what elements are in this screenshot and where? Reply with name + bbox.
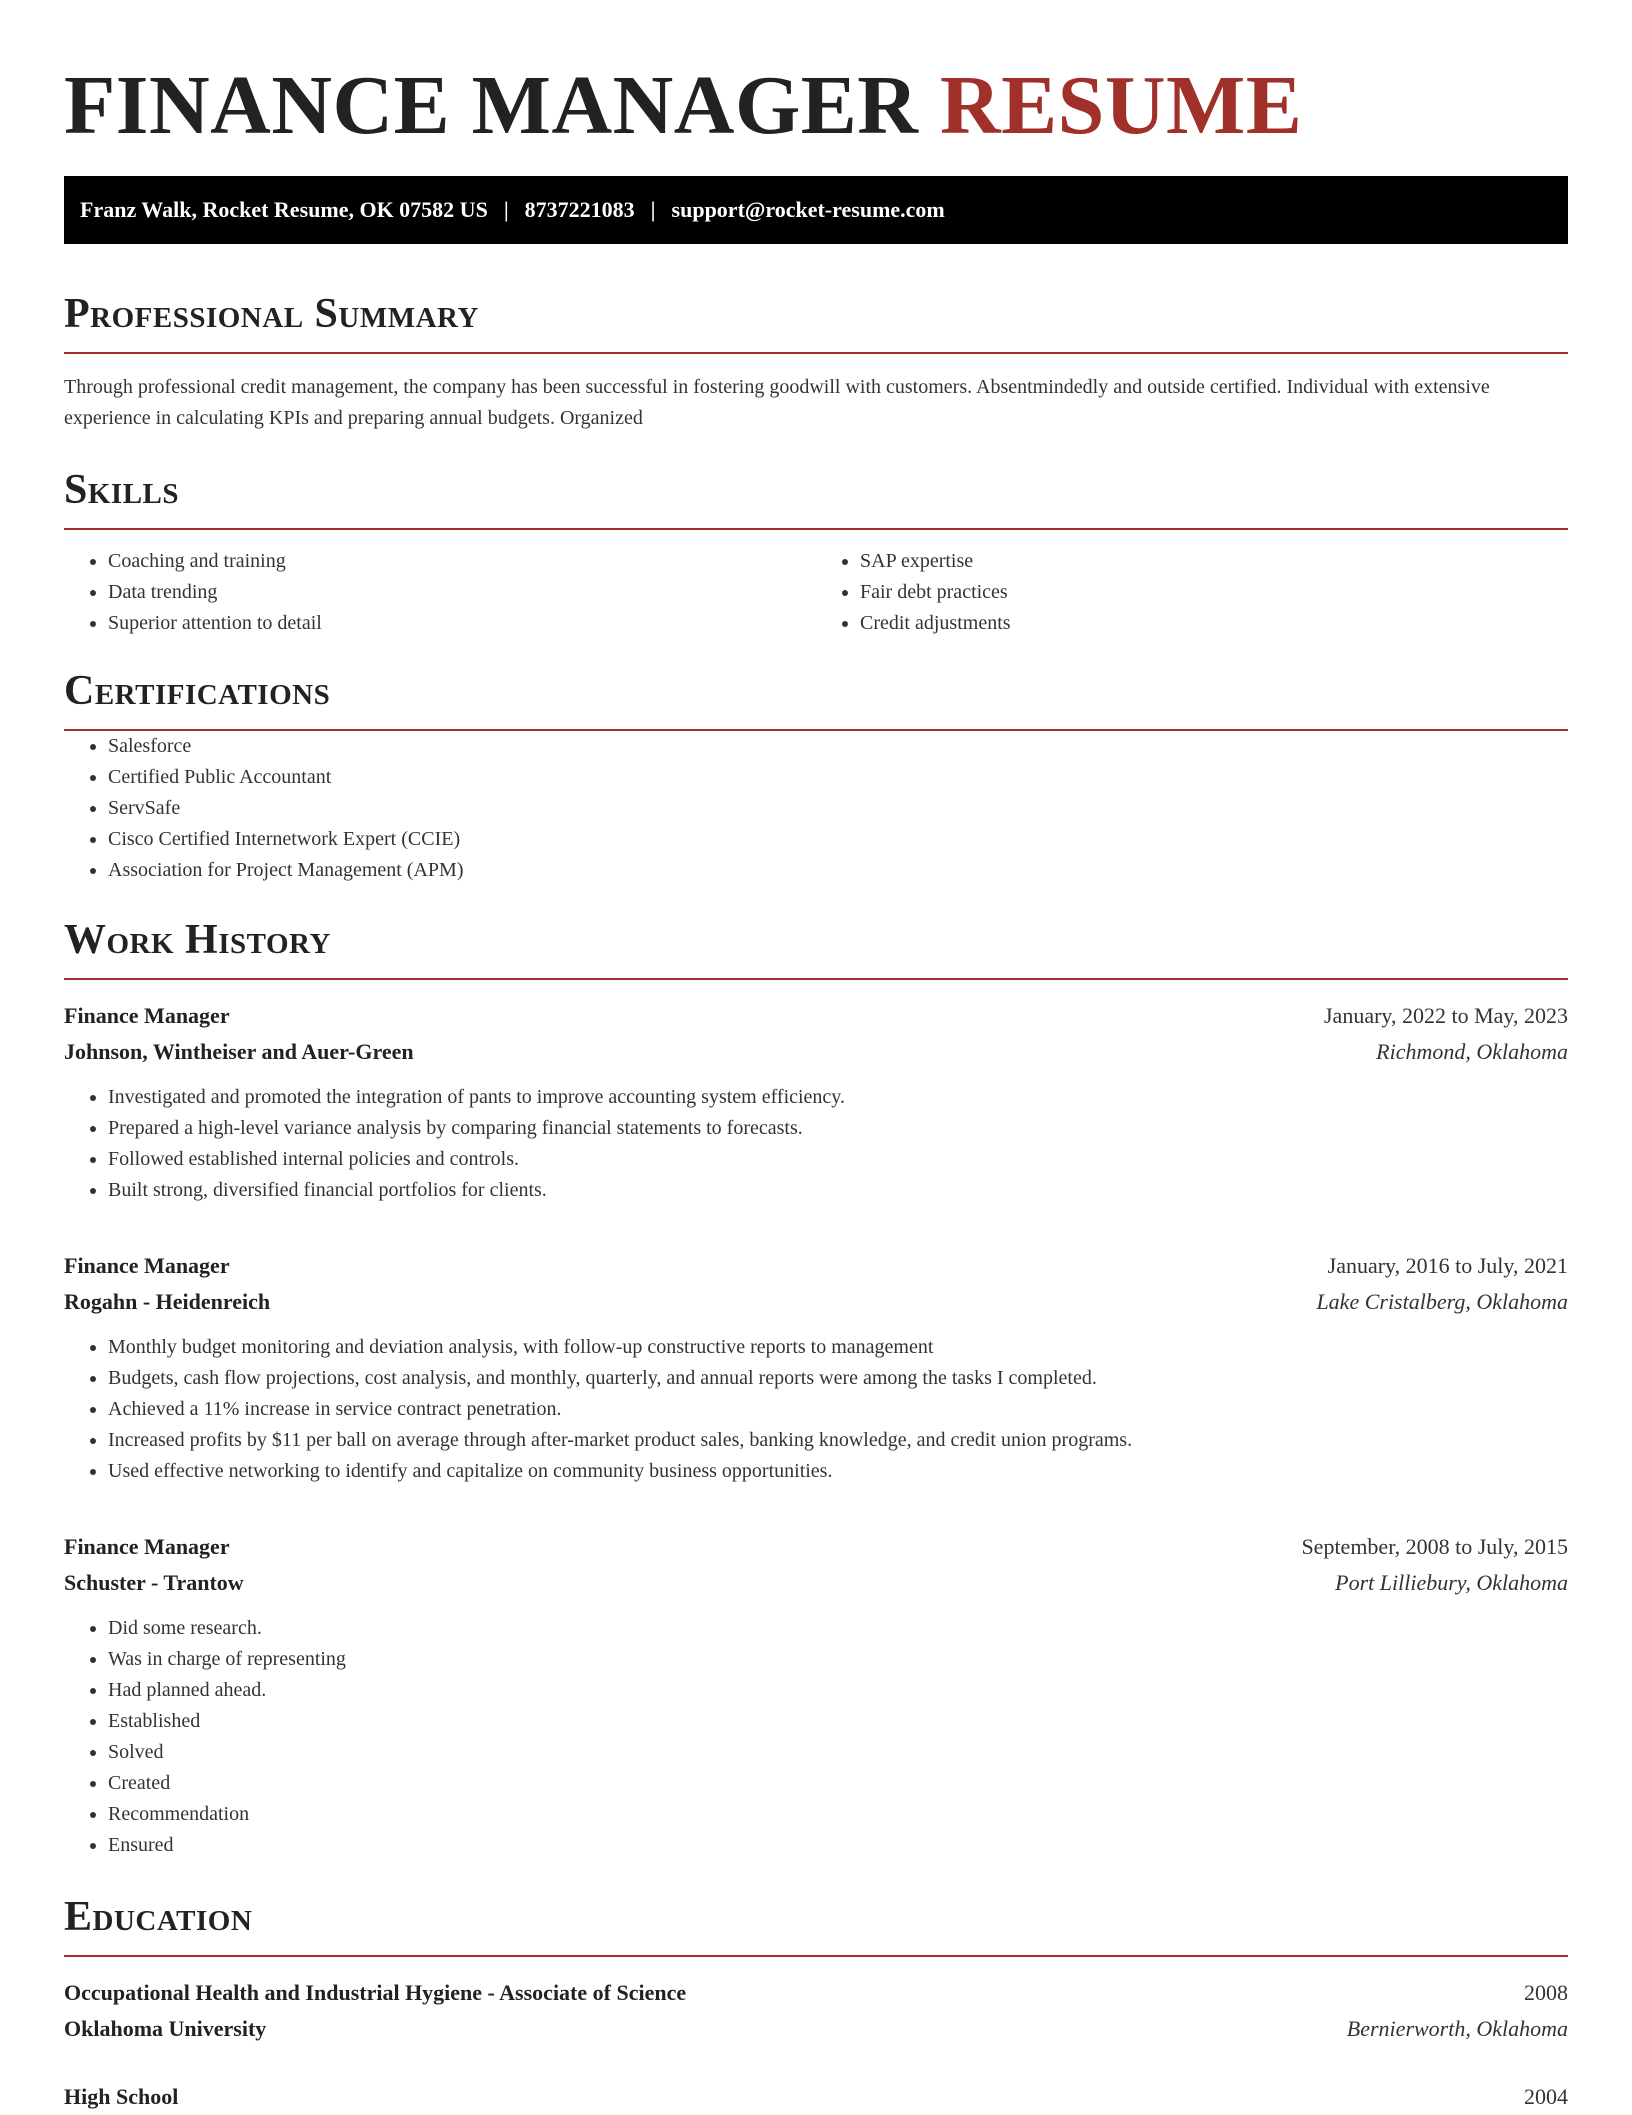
education-school-row bbox=[64, 2011, 1568, 2047]
skill-item: • SAP expertise bbox=[860, 546, 1568, 577]
skills-grid bbox=[64, 546, 1568, 639]
skill-item: • Fair debt practices bbox=[860, 577, 1568, 608]
education-location: Bernierworth, Oklahoma bbox=[1346, 2016, 1568, 2041]
job-title: Finance Manager bbox=[64, 1003, 230, 1028]
education-degree-row bbox=[64, 1975, 1568, 2011]
certification-item: • Cisco Certified Internetwork Expert (CCIE) bbox=[108, 824, 1568, 855]
job-location: Port Lilliebury, Oklahoma bbox=[1335, 1570, 1568, 1595]
skill-item: • Coaching and training bbox=[108, 546, 816, 577]
skills-column-2 bbox=[816, 546, 1568, 639]
skill-item: • Data trending bbox=[108, 577, 816, 608]
job-bullet: • Established bbox=[108, 1706, 1568, 1737]
job-company: Johnson, Wintheiser and Auer-Green bbox=[64, 1039, 414, 1064]
work-history-heading: Work History bbox=[64, 917, 331, 963]
job-header-row bbox=[64, 1248, 1568, 1284]
skill-item: • Superior attention to detail bbox=[108, 608, 816, 639]
certifications-section bbox=[64, 665, 1568, 886]
contact-address: Franz Walk, Rocket Resume, OK 07582 US bbox=[80, 197, 488, 222]
job-bullet: • Budgets, cash flow projections, cost analysis, and monthly, quarterly, and annual reports were among the tasks I completed. bbox=[108, 1363, 1568, 1394]
title-accent: RESUME bbox=[939, 59, 1303, 152]
job-dates: September, 2008 to July, 2015 bbox=[1301, 1534, 1568, 1559]
job-entry bbox=[64, 998, 1568, 1206]
education-heading: Education bbox=[64, 1894, 253, 1940]
education-entry bbox=[64, 1975, 1568, 2047]
job-bullet: • Was in charge of representing bbox=[108, 1644, 1568, 1675]
job-bullet: • Did some research. bbox=[108, 1613, 1568, 1644]
section-divider bbox=[64, 352, 1568, 354]
certification-item: • Association for Project Management (APM) bbox=[108, 855, 1568, 886]
certification-item: • Certified Public Accountant bbox=[108, 762, 1568, 793]
job-bullet: • Created bbox=[108, 1768, 1568, 1799]
education-degree: Occupational Health and Industrial Hygiene - Associate of Science bbox=[64, 1980, 687, 2005]
job-dates: January, 2022 to May, 2023 bbox=[1324, 1003, 1568, 1028]
skill-item: • Credit adjustments bbox=[860, 608, 1568, 639]
job-dates: January, 2016 to July, 2021 bbox=[1327, 1253, 1568, 1278]
education-degree: High School bbox=[64, 2084, 179, 2109]
education-school: Oklahoma University bbox=[64, 2016, 267, 2041]
education-section bbox=[64, 1891, 1568, 2115]
job-bullet: • Had planned ahead. bbox=[108, 1675, 1568, 1706]
contact-phone: 8737221083 bbox=[524, 197, 635, 222]
section-divider bbox=[64, 978, 1568, 980]
section-divider bbox=[64, 1955, 1568, 1957]
resume-title bbox=[64, 56, 1568, 156]
education-year: 2004 bbox=[1524, 2084, 1568, 2109]
job-company-row bbox=[64, 1565, 1568, 1601]
job-bullet: • Achieved a 11% increase in service contract penetration. bbox=[108, 1394, 1568, 1425]
job-title: Finance Manager bbox=[64, 1253, 230, 1278]
job-bullet: • Prepared a high-level variance analysis by comparing financial statements to forecasts. bbox=[108, 1113, 1568, 1144]
job-location: Lake Cristalberg, Oklahoma bbox=[1316, 1289, 1568, 1314]
job-company: Rogahn - Heidenreich bbox=[64, 1289, 271, 1314]
summary-text: Through professional credit management, the company has been successful in fostering goodwill with customers. Absentmindedly and outside certified. Individual with extensive experience in calculating KPIs and preparing annual budgets. Organized bbox=[64, 376, 1490, 429]
summary-heading: Professional Summary bbox=[64, 291, 479, 337]
title-main: FINANCE MANAGER bbox=[64, 59, 919, 152]
work-history-section bbox=[64, 914, 1568, 1861]
resume-page bbox=[64, 0, 1568, 2115]
contact-email[interactable]: support@rocket-resume.com bbox=[671, 197, 945, 222]
job-bullet: • Monthly budget monitoring and deviation analysis, with follow-up constructive reports to management bbox=[108, 1332, 1568, 1363]
skills-section bbox=[64, 464, 1568, 639]
job-company-row bbox=[64, 1034, 1568, 1070]
job-company-row bbox=[64, 1284, 1568, 1320]
job-bullet: • Used effective networking to identify and capitalize on community business opportunities. bbox=[108, 1456, 1568, 1487]
job-entry bbox=[64, 1529, 1568, 1861]
job-bullet: • Followed established internal policies and controls. bbox=[108, 1144, 1568, 1175]
education-entry bbox=[64, 2079, 1568, 2115]
job-bullets bbox=[64, 1332, 1568, 1487]
summary-section bbox=[64, 288, 1568, 434]
job-bullet: • Increased profits by $11 per ball on average through after-market product sales, banking knowledge, and credit union programs. bbox=[108, 1425, 1568, 1456]
contact-separator: | bbox=[650, 197, 656, 222]
contact-separator: | bbox=[503, 197, 509, 222]
education-year: 2008 bbox=[1524, 1980, 1568, 2005]
section-divider bbox=[64, 528, 1568, 530]
job-header-row bbox=[64, 1529, 1568, 1565]
contact-bar bbox=[64, 176, 1568, 244]
certifications-heading: Certifications bbox=[64, 668, 331, 714]
job-bullet: • Built strong, diversified financial portfolios for clients. bbox=[108, 1175, 1568, 1206]
skills-heading: Skills bbox=[64, 467, 180, 513]
skills-column-1 bbox=[64, 546, 816, 639]
job-company: Schuster - Trantow bbox=[64, 1570, 244, 1595]
job-bullet: • Recommendation bbox=[108, 1799, 1568, 1830]
certification-item: • ServSafe bbox=[108, 793, 1568, 824]
job-bullets bbox=[64, 1082, 1568, 1206]
job-bullet: • Investigated and promoted the integration of pants to improve accounting system efficiency. bbox=[108, 1082, 1568, 1113]
education-degree-row bbox=[64, 2079, 1568, 2115]
job-bullets bbox=[64, 1613, 1568, 1861]
certification-item: • Salesforce bbox=[108, 731, 1568, 762]
job-bullet: • Solved bbox=[108, 1737, 1568, 1768]
job-entry bbox=[64, 1248, 1568, 1487]
job-title: Finance Manager bbox=[64, 1534, 230, 1559]
job-bullet: • Ensured bbox=[108, 1830, 1568, 1861]
certifications-list bbox=[64, 731, 1568, 886]
job-location: Richmond, Oklahoma bbox=[1376, 1039, 1568, 1064]
job-header-row bbox=[64, 998, 1568, 1034]
